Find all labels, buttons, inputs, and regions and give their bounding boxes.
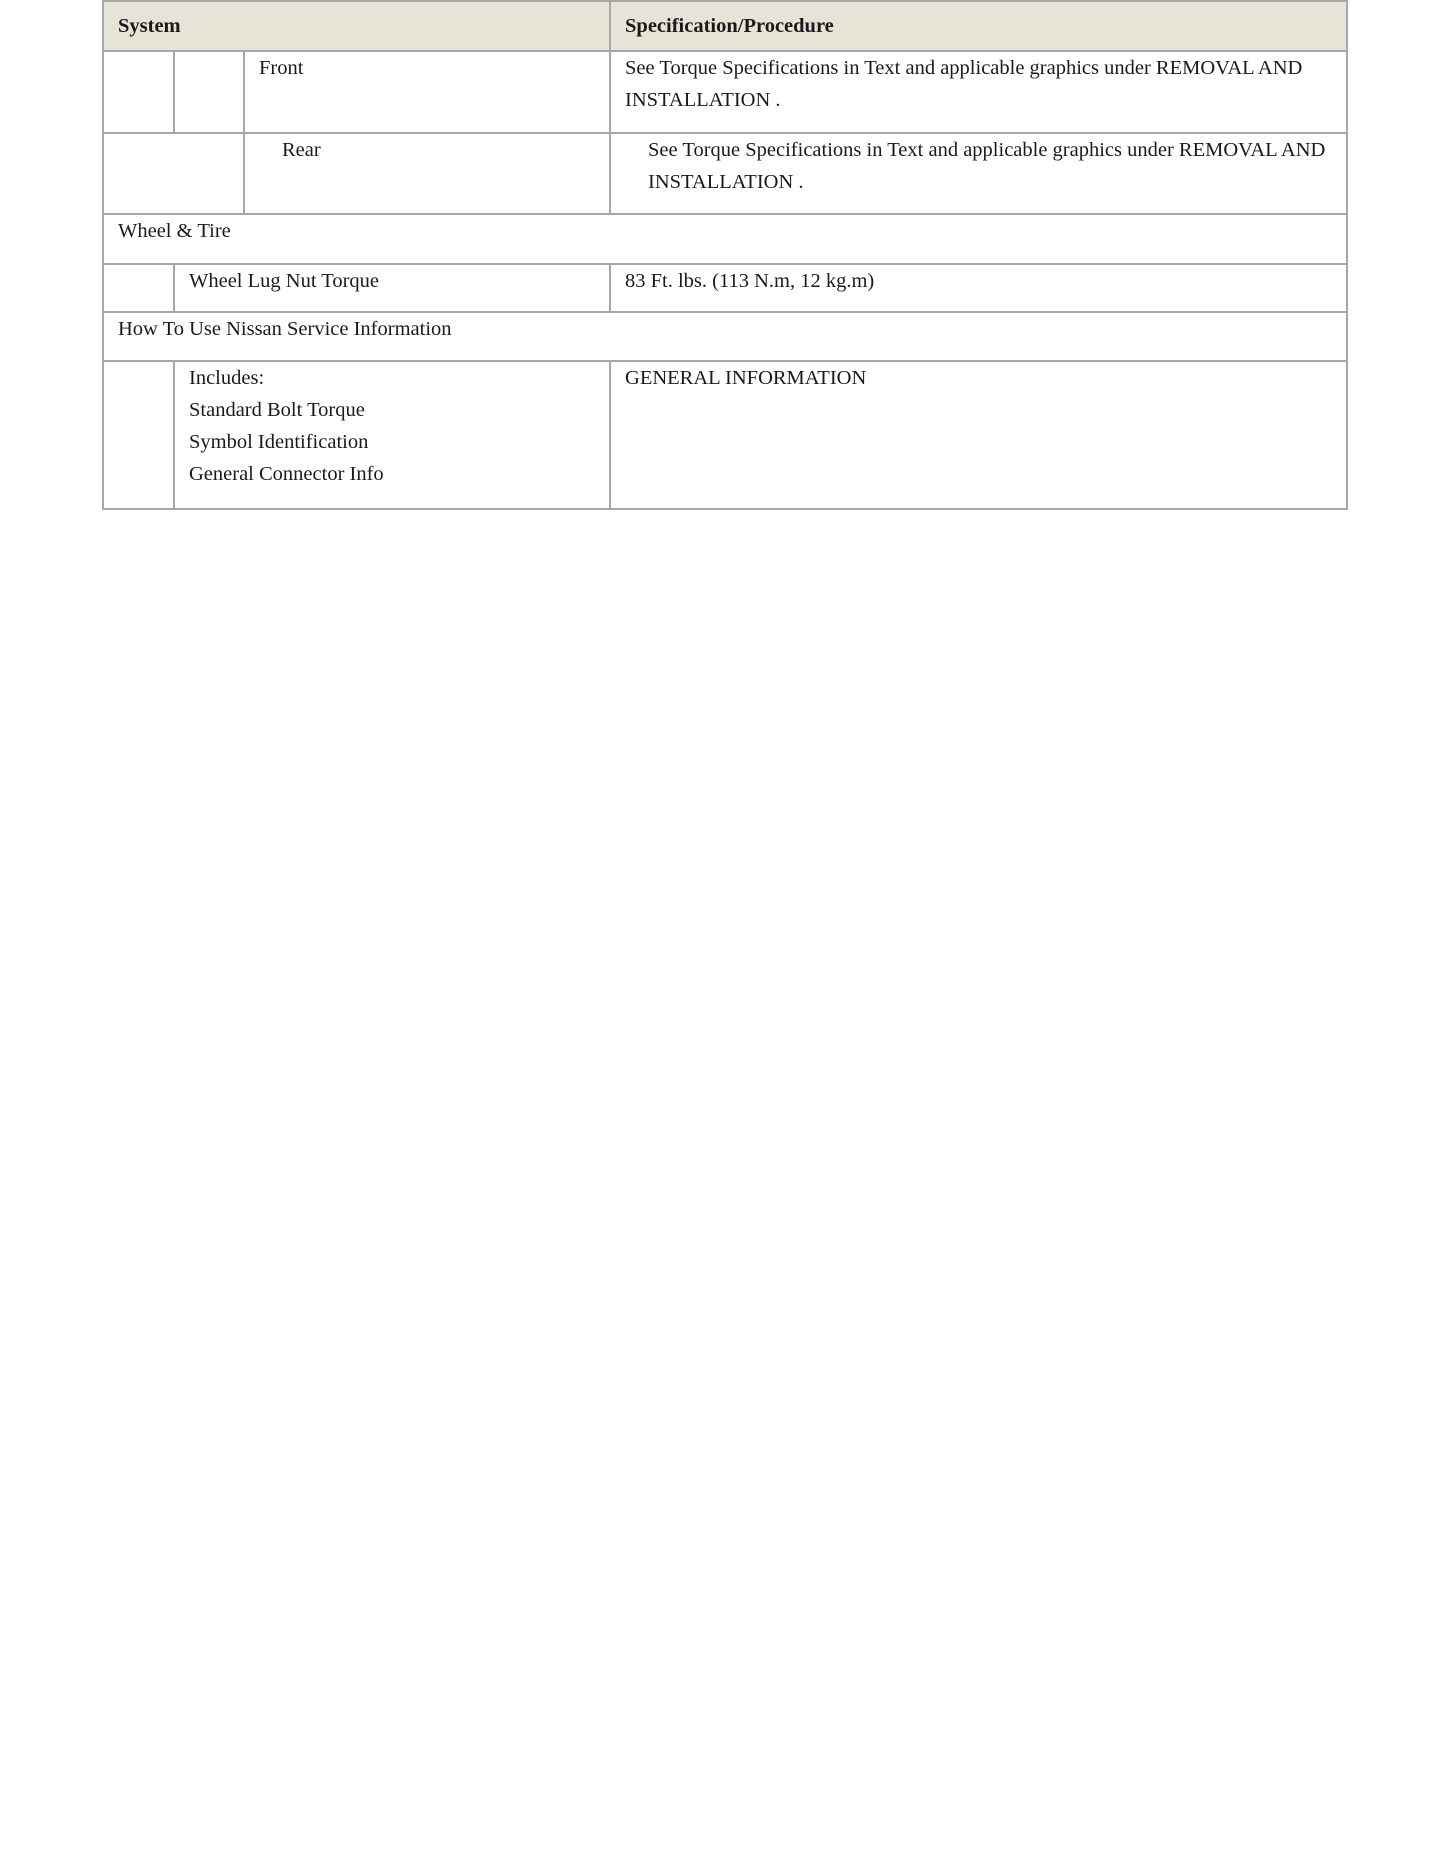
table-row-lug-nut <box>103 264 1347 312</box>
system-front-label: Front <box>244 51 610 133</box>
includes-list <box>174 361 610 509</box>
includes-line: Symbol Identification <box>189 431 369 453</box>
spec-front: See Torque Specifications in Text and applicable graphics under REMOVAL AND INSTALLATION . <box>610 51 1347 133</box>
table-row-front <box>103 51 1347 133</box>
spacer-cell <box>103 361 174 509</box>
table-row-wheel-tire <box>103 214 1347 264</box>
table-row-includes <box>103 361 1347 509</box>
specification-table <box>102 0 1348 510</box>
table-row-rear <box>103 133 1347 214</box>
table-row-how-to <box>103 312 1347 361</box>
section-wheel-tire: Wheel & Tire <box>103 214 1347 264</box>
spec-lug-nut: 83 Ft. lbs. (113 N.m, 12 kg.m) <box>610 264 1347 312</box>
spacer-cell <box>103 51 174 133</box>
spec-includes: GENERAL INFORMATION <box>610 361 1347 509</box>
table-header-row <box>103 1 1347 51</box>
system-rear-label: Rear <box>244 133 610 214</box>
spacer-cell <box>174 51 244 133</box>
spacer-cell <box>103 264 174 312</box>
spec-rear: See Torque Specifications in Text and applicable graphics under REMOVAL AND INSTALLATION . <box>610 133 1347 214</box>
section-how-to: How To Use Nissan Service Information <box>103 312 1347 361</box>
includes-line: General Connector Info <box>189 463 384 485</box>
includes-line: Includes: <box>189 367 265 389</box>
header-system: System <box>103 1 610 51</box>
spacer-cell <box>103 133 244 214</box>
header-specification: Specification/Procedure <box>610 1 1347 51</box>
system-lug-nut-label: Wheel Lug Nut Torque <box>174 264 610 312</box>
includes-line: Standard Bolt Torque <box>189 399 365 421</box>
